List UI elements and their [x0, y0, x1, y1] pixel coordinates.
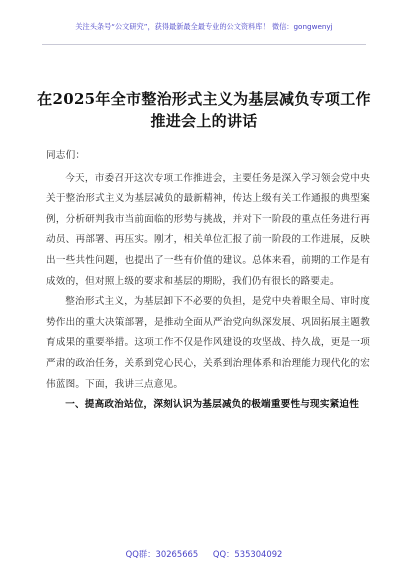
- document-title-line1: 在2025年全市整治形式主义为基层减负专项工作: [37, 90, 371, 108]
- footer-qq: QQ：535304092: [212, 549, 283, 559]
- paragraph-1: 今天，市委召开这次专项工作推进会，主要任务是深入学习领会党中央关于整治形式主义为基层减负的最新精神，传达上级有关工作通报的典型案例，分析研判我市当前面临的形势与挑战，并对下一阶段的重点任务进行再动员、再部署、再压实。刚才，相关单位汇报了前一阶段的工作进展，反映出一些共性问题，也提出了一些有价值的建议。总体来看，前期的工作是有成效的，但对照上级的要求和基层的期盼，我们仍有很长的路要走。: [46, 172, 370, 287]
- footer-qq-group: QQ群：30265665: [125, 549, 199, 559]
- salutation: 同志们：: [46, 150, 86, 161]
- footer-contact: [0, 548, 408, 560]
- section-heading-1: 一、提高政治站位，深刻认识为基层减负的极端重要性与现实紧迫性: [65, 399, 359, 411]
- paragraph-2: 整治形式主义，为基层卸下不必要的负担，是党中央着眼全局、审时度势作出的重大决策部署，是推动全面从严治党向纵深发展、巩固拓展主题教育成果的重要举措。这项工作不仅是作风建设的攻坚战、持久战，更是一项严肃的政治任务，关系到党心民心，关系到治理体系和治理能力现代化的宏伟蓝图。下面，我讲三点意见。: [46, 296, 370, 390]
- header-divider: [42, 44, 366, 45]
- document-body: [46, 146, 370, 416]
- document-title-line2: 推进会上的讲话: [150, 112, 258, 130]
- header-notice: 关注头条号“公文研究”，获得最新最全最专业的公文资料库！ 微信：gongwenyj: [75, 22, 333, 31]
